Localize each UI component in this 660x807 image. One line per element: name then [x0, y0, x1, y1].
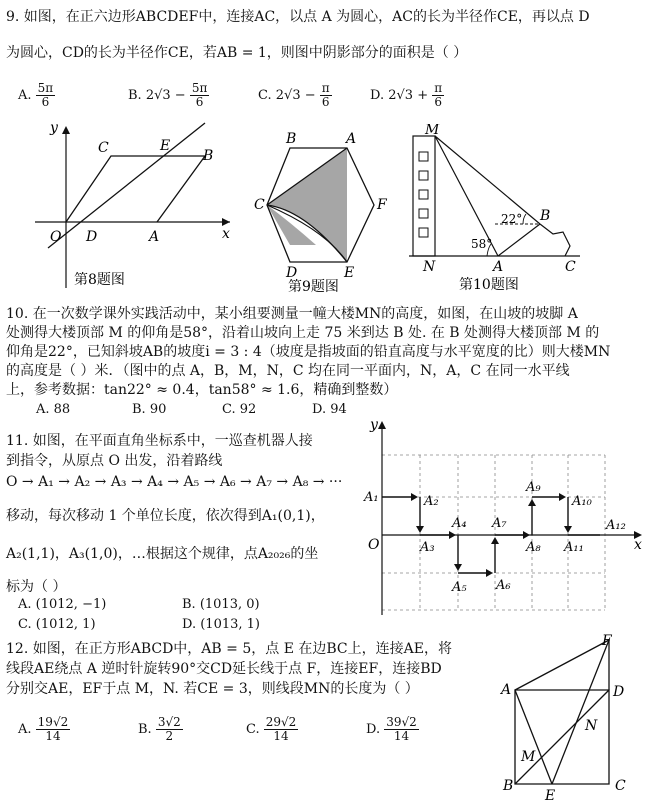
q10-option-a: A. 88: [36, 402, 71, 417]
figure-10: [405, 124, 590, 294]
q10-option-c: C. 92: [222, 402, 257, 417]
q12-option-a: [18, 716, 70, 743]
point-o: O: [50, 229, 62, 245]
point-a2: A₂: [424, 494, 439, 509]
point-m: M: [425, 124, 440, 138]
figure-caption: 第10题图: [459, 277, 519, 293]
point-a8: A₈: [526, 540, 541, 555]
q10-line2: 处测得大楼顶部 M 的仰角是58°，沿着山坡向上走 75 米到达 B 处. 在 B 处测得大楼顶部 M 的: [6, 325, 600, 341]
q12-option-d: [366, 716, 419, 743]
q10-option-b: B. 90: [132, 402, 167, 417]
point-a5: A₅: [452, 580, 467, 595]
q11-line4: 移动，每次移动 1 个单位长度，依次得到A₁(0,1)，: [6, 508, 325, 524]
fraction: $\frac{5\pi}{6}$: [37, 81, 54, 109]
option-label: A.: [18, 722, 32, 737]
q9-line1: 9. 如图，在正六边形ABCDEF中，连接AC，以点 A 为圆心，AC的长为半径作CE，再以点 D: [6, 9, 590, 25]
option-label: D.: [370, 88, 385, 103]
point-o: O: [368, 537, 380, 553]
point-a10: A₁₀: [572, 494, 592, 509]
point-b: B: [503, 778, 514, 794]
axis-x-label: x: [222, 226, 230, 242]
point-a9: A₉: [526, 480, 541, 495]
option-label: B.: [138, 722, 152, 737]
axis-x-label: x: [634, 537, 642, 553]
point-a: A: [501, 682, 512, 698]
option-label: B.: [128, 88, 142, 103]
point-d: D: [286, 265, 298, 281]
point-c: C: [98, 140, 109, 156]
point-a1: A₁: [364, 490, 379, 505]
fraction: $\frac{\pi}{6}$: [434, 81, 443, 109]
q12-line3: 分别交AE，EF于点 M，N. 若CE = 3，则线段MN的长度为（ ）: [6, 681, 419, 697]
point-e: E: [160, 138, 171, 154]
q11-line3: O → A₁ → A₂ → A₃ → A₄ → A₅ → A₆ → A₇ → A₈ → ···: [6, 474, 343, 490]
point-d: D: [86, 229, 98, 245]
option-label: D.: [366, 722, 381, 737]
point-a: A: [493, 259, 504, 275]
q10-line4: 的高度是（ ）米．（图中的点 A，B，M，N，C 均在同一平面内，N，A，C 在同一水平线: [6, 363, 570, 379]
point-d: D: [613, 684, 625, 700]
point-a4: A₄: [452, 516, 467, 531]
point-c: C: [615, 778, 626, 794]
q11-line6: 标为（ ）: [6, 579, 67, 595]
fraction: $\frac{29√2}{14}$: [265, 715, 297, 743]
q12-line2: 线段AE绕点 A 逆时针旋转90°交CD延长线于点 F，连接EF，连接BD: [6, 661, 442, 677]
axis-y-label: y: [50, 120, 58, 136]
point-f: F: [377, 197, 387, 213]
point-a6: A₆: [496, 578, 511, 593]
fraction: $\frac{3√2}{2}$: [157, 715, 181, 743]
point-n: N: [423, 259, 436, 275]
figure-12: [495, 632, 645, 804]
q10-line3: 仰角是22°，已知斜坡AB的坡度i = 3 : 4（坡度是指坡面的铅直高度与水平宽度的比）则大楼MN: [6, 344, 611, 360]
point-a11: A₁₁: [564, 540, 584, 555]
point-a7: A₇: [492, 516, 507, 531]
q11-line5: A₂(1,1)，A₃(1,0)，…根据这个规律，点A₂₀₂₆的坐: [6, 546, 319, 562]
axis-y-label: y: [370, 417, 378, 433]
option-prefix: 2√3 −: [275, 88, 316, 103]
q9-option-d: [370, 82, 444, 109]
angle-22-label: 22°: [501, 212, 523, 226]
option-prefix: 2√3 +: [388, 88, 429, 103]
point-e: E: [545, 788, 556, 804]
q9-line2: 为圆心，CD的长为半径作CE，若AB = 1，则图中阴影部分的面积是（ ）: [6, 45, 468, 61]
point-b: B: [203, 148, 214, 164]
q12-option-c: [246, 716, 298, 743]
q11-option-b: B. (1013, 0): [182, 597, 260, 612]
point-m: M: [521, 749, 536, 765]
q11-option-d: D. (1013, 1): [182, 617, 260, 632]
point-b: B: [540, 208, 551, 224]
point-e: E: [344, 265, 355, 281]
q11-option-a: A. (1012, −1): [18, 597, 107, 612]
q9-option-c: [258, 82, 332, 109]
q10-line5: 上，参考数据：tan22° ≈ 0.4，tan58° ≈ 1.6，精确到整数）: [6, 382, 398, 398]
point-b: B: [286, 131, 297, 147]
option-prefix: 2√3 −: [145, 88, 186, 103]
q11-line1: 11. 如图，在平面直角坐标系中，一巡查机器人接: [6, 433, 313, 449]
figure-9: [250, 130, 400, 293]
figure-8: [30, 118, 240, 293]
point-a: A: [149, 229, 160, 245]
point-n: N: [585, 718, 598, 734]
q9-option-b: [128, 82, 209, 109]
q11-line2: 到指令，从原点 O 出发，沿着路线: [6, 453, 223, 469]
point-f: F: [602, 633, 612, 649]
fraction: $\frac{5\pi}{6}$: [191, 81, 208, 109]
point-a12: A₁₂: [606, 518, 626, 533]
q9-option-a: [18, 82, 55, 109]
q10-line1: 10. 在一次数学课外实践活动中，某小组要测量一幢大楼MN的高度，如图，在山坡的坡脚 A: [6, 306, 578, 322]
point-c: C: [565, 259, 576, 275]
q12-line1: 12. 如图，在正方形ABCD中，AB = 5，点 E 在边BC上，连接AE，将: [6, 641, 452, 657]
q12-option-b: [138, 716, 183, 743]
option-label: A.: [18, 88, 32, 103]
point-c: C: [254, 197, 265, 213]
q11-option-c: C. (1012, 1): [18, 617, 96, 632]
point-a3: A₃: [420, 540, 435, 555]
figure-caption: 第8题图: [74, 272, 125, 288]
fraction: $\frac{\pi}{6}$: [321, 81, 330, 109]
option-label: C.: [246, 722, 260, 737]
option-label: C.: [258, 88, 272, 103]
point-a: A: [346, 131, 357, 147]
figure-11: [360, 415, 655, 620]
angle-58-label: 58°: [471, 237, 493, 251]
q10-option-d: D. 94: [312, 402, 347, 417]
fraction: $\frac{39√2}{14}$: [386, 715, 417, 743]
figure-caption: 第9题图: [288, 279, 339, 293]
fraction: $\frac{19√2}{14}$: [37, 715, 69, 743]
